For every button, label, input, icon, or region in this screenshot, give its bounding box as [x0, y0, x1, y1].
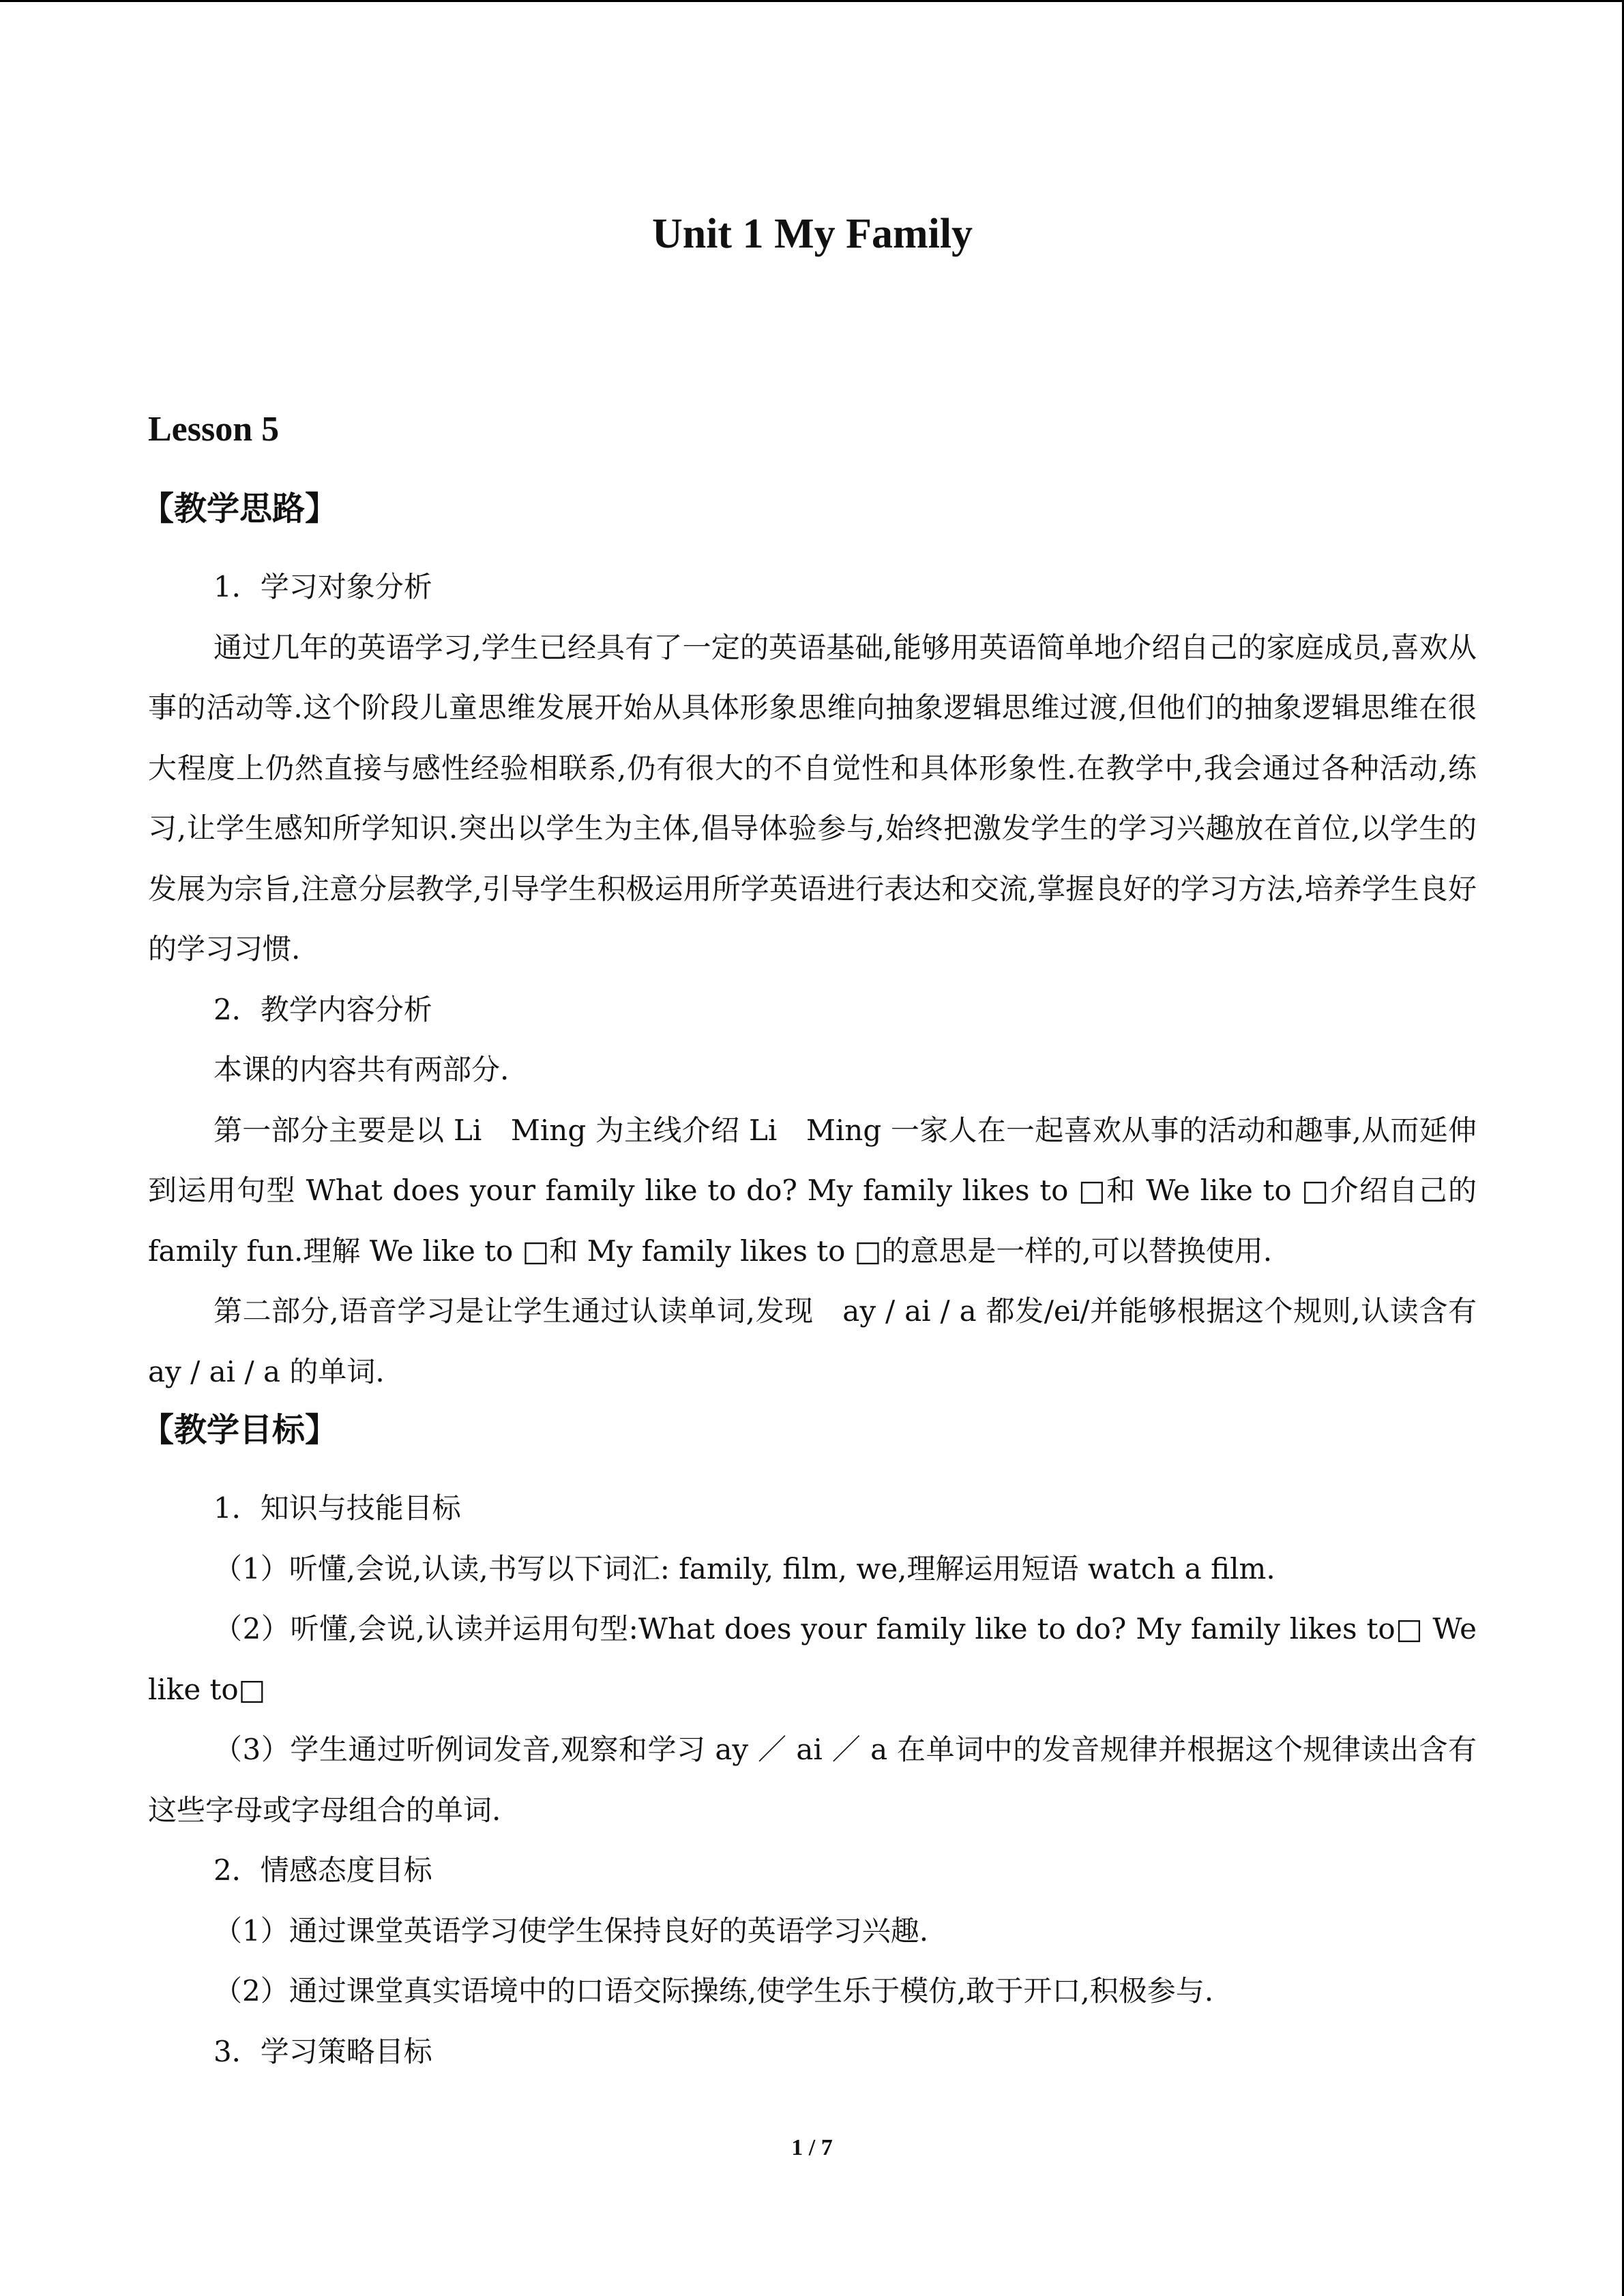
- objective-item-3: （3）学生通过听例词发音,观察和学习 ay ／ ai ／ a 在单词中的发音规律并根据这个规律读出含有这些字母或字母组合的单词.: [148, 1733, 1477, 1827]
- paragraph-part-one: 第一部分主要是以 Li Ming 为主线介绍 Li Ming 一家人在一起喜欢从事的活动和趣事,从而延伸到运用句型 What does your family like to do? My family likes to □和 We like to □介绍自己的 family fun.理解 We like to □和 My family likes to □的意思是一样的,可以替换使用.: [148, 1113, 1477, 1268]
- page-number: 1 / 7: [791, 2135, 833, 2160]
- objective-item-1: （1）听懂,会说,认读,书写以下词汇: family, film, we,理解运用短语 watch a film.: [213, 1551, 1275, 1585]
- emotion-item-2: （2）通过课堂真实语境中的口语交际操练,使学生乐于模仿,敢于开口,积极参与.: [213, 1974, 1214, 2008]
- section-heading-teaching-objectives: 【教学目标】: [141, 1411, 338, 1449]
- paragraph-learner-analysis: 通过几年的英语学习,学生已经具有了一定的英语基础,能够用英语简单地介绍自己的家庭成员,喜欢从事的活动等.这个阶段儿童思维发展开始从具体形象思维向抽象逻辑思维过渡,但他们的抽象逻辑思维在很大程度上仍然直接与感性经验相联系,仍有很大的不自觉性和具体形象性.在教学中,我会通过各种活动,练习,让学生感知所学知识.突出以学生为主体,倡导体验参与,始终把激发学生的学习兴趣放在首位,以学生的发展为宗旨,注意分层教学,引导学生积极运用所学英语进行表达和交流,掌握良好的学习方法,培养学生良好的学习习惯.: [148, 630, 1477, 966]
- subheading-learning-strategy: 3．学习策略目标: [213, 2034, 432, 2068]
- subheading-knowledge-skills: 1．知识与技能目标: [213, 1491, 461, 1525]
- emotion-item-1: （1）通过课堂英语学习使学生保持良好的英语学习兴趣.: [213, 1913, 929, 1948]
- page-content: [141, 207, 1477, 2082]
- section-heading-teaching-approach: 【教学思路】: [141, 490, 338, 528]
- paragraph-part-two: 第二部分,语音学习是让学生通过认读单词,发现 ay / ai / a 都发/ei/并能够根据这个规则,认读含有 ay / ai / a 的单词.: [148, 1294, 1477, 1388]
- subheading-emotion-attitude: 2．情感态度目标: [213, 1853, 432, 1887]
- subheading-content-analysis: 2．教学内容分析: [213, 992, 432, 1026]
- document-title: Unit 1 My Family: [651, 211, 973, 257]
- paragraph-content-intro: 本课的内容共有两部分.: [213, 1053, 510, 1086]
- objective-item-2: （2）听懂,会说,认读并运用句型:What does your family like to do? My family likes to□ We like to□: [148, 1612, 1477, 1706]
- subheading-learner-analysis: 1．学习对象分析: [213, 570, 432, 603]
- lesson-heading: Lesson 5: [148, 410, 280, 449]
